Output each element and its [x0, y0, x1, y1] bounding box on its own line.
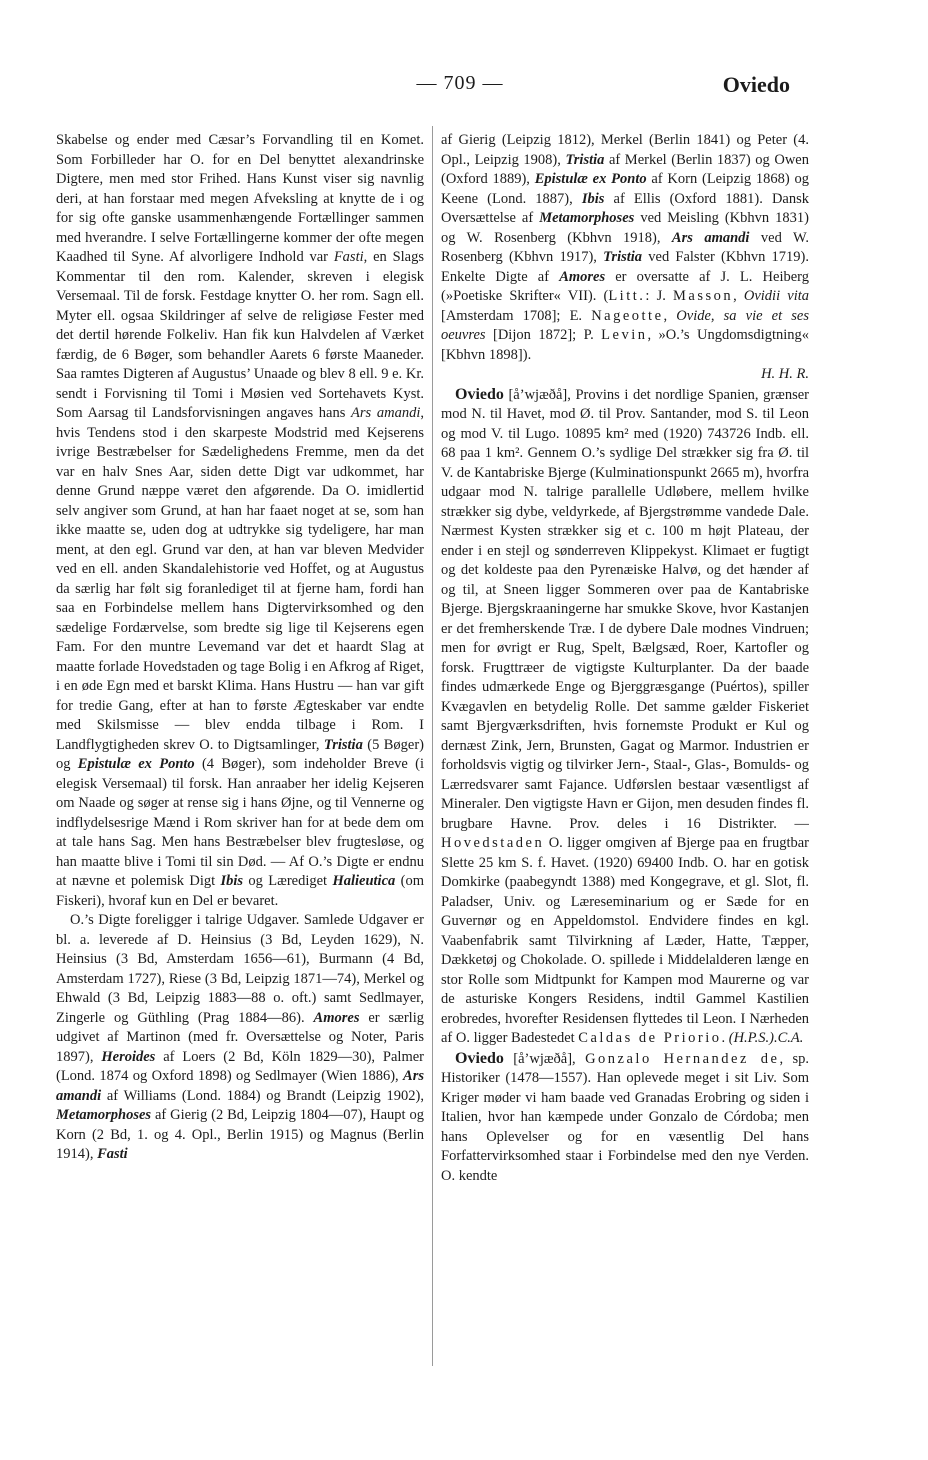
- text-run: Caldas de Priorio: [578, 1030, 722, 1046]
- text-run: Epistulæ ex Ponto: [77, 756, 195, 772]
- text-run: og Lærediget: [243, 873, 333, 889]
- text-run: af Gierig (Leipzig 1812), Merkel (Berlin 1841) og Peter (4. Opl., Leipzig 1908),: [441, 132, 809, 168]
- text-run: Skabelse og ender med Cæsar’s Forvandling til en Komet. Som Forbilleder har O. for en Del benyttet alexandrinske Digtere, men med stor Frihed. Hans Kunst viser sig navnlig deri, at han forstaar med megen Afveksling at knytte de i og for sig ofte ganske usammenhængende Fortællinger sammen med hverandre. I selve Fortællingerne kommer der ofte megen Kaadhed til Syne. Af alvorligere Indhold var: [56, 132, 424, 265]
- text-run: Tristia: [565, 151, 605, 168]
- text-run: (4 Bøger), som indeholder Breve (i elegisk Versemaal) til forsk. Han anraaber her idelig Kejseren om Naade og søger at rense sig i hans Øjne, og til Vennerne og indflydelsesrige Mænd i Rom skriver han for at bede dem om at tale hans Sag. Men hans Bestræbelser blev frugtesløse, og han maatte blive i Tomi til sin Død. — Af O.’s Digte er endnu at nævne et polemisk Digt: [56, 756, 424, 889]
- text-run: ,: [733, 288, 744, 304]
- text-run: Tristia: [323, 736, 363, 753]
- text-run: af Ellis (Oxford 1881). Dansk Oversættelse af: [441, 190, 809, 226]
- text-run: er oversatte af J. L. Heiberg (»Poetiske Skrifter« VII). (: [441, 268, 809, 304]
- text-run: Metamorphoses: [56, 1107, 152, 1123]
- text-run: Ibis: [220, 873, 244, 889]
- text-run: [å’wjæðå], Provins i det nordlige Spanien, grænser mod N. til Havet, mod Ø. til Prov. Santander, mod S. til Leon og mod V. til Lugo. 10895 km² med (1920) 743726 Indb. ell. 68 paa 1 km². Gennem O.’s sydlige Del strækker sig fra Ø. til V. de Kantabriske Bjerge (Kulminationspunkt 2665 m), hvorfra udgaar mod N. talrige parallelle Udløbere, mellem hvilke strækker sig dybe, veldyrkede, af Bjergstrømme vandede Dale. Nærmest Kysten strækker sig et c. 100 m højt Plateau, der ender i en stejl og sønderreven Klippekyst. Klimaet er fugtigt og det koldeste paa den Pyrenæiske Halvø, og det hænder af og til, at Sneen ligger Sommeren over paa de Kantabriske Bjerge. Bjergskraaningerne har smukke Skove, hvor Kastanjen er det fremherskende Træ. I de dybere Dale modnes Vindruen; men for øvrigt er Rug, Spelt, Bælgsæd, Roer, Kartofler og forsk. Frugttræer de vigtigste Kulturplanter. Da der baade findes udmærkede Enge og Bjerggræsgange (Puértos), spiller Kvægavlen en betydelig Rolle. Det samme gælder Fiskeriet samt Bjergværksdriften, hvis fornemste Produkt er Kul og dernæst Zink, Jern, Brunsten, Gagat og Marmor. Industrien er forholdsvis vigtig og tilvirker Jern-, Staal-, Glas-, Bomulds- og Lærredsvarer samt Fajance. Udførslen bestaar væsentligst af Mineraler. Den vigtigste Havn er Gijon, men desuden findes fl. brugbare Havne. Prov. deles i 16 Distrikter. —: [441, 386, 809, 832]
- ovid-works-paragraph: [56, 131, 424, 911]
- text-run: ved Meisling (Kbhvn 1831) og W. Rosenberg (Kbhvn 1918),: [441, 210, 809, 246]
- ovid-translations-paragraph: [441, 131, 809, 365]
- text-run: Levin: [601, 327, 648, 343]
- text-run: [å’wjæðå],: [503, 1050, 586, 1067]
- left-column: [56, 131, 424, 1361]
- text-run: ved Falster (Kbhvn 1719). Enkelte Digte af: [441, 249, 809, 285]
- oviedo-historian-entry: [441, 1049, 809, 1187]
- text-run: Hovedstaden: [441, 835, 545, 851]
- column-divider: [432, 126, 433, 1366]
- text-run: Ars amandi: [671, 229, 750, 246]
- text-run: Gonzalo Hernandez de: [585, 1050, 780, 1067]
- text-run: Ars amandi: [351, 405, 421, 421]
- text-run: Oviedo: [455, 1049, 504, 1067]
- text-run: O. ligger omgiven af Bjerge paa en frugtbar Slette 25 km S. f. Havet. (1920) 69400 Indb. O. har en gotisk Domkirke (paabegyndt 1388) med Kongegrave, et gl. Slot, fl. Paladser, Univ. og Læreseminarium og er Sæde for en Guvernør og en Appeldomstol. Endvidere findes en kgl. Vaabenfabrik samt Tilvirkning af Læder, Hatte, Tæpper, Dækketøj og Chokolade. O. spillede i Middelalderen længe en stor Rolle som Midtpunkt for Kampen mod Maurerne og var de asturiske Kongers Residens, indtil Gammel Kastilien erobredes, hvorefter Residensen flyttedes til Leon. I Nærheden af O. ligger Badestedet: [441, 835, 809, 1046]
- text-run: Epistulæ ex Ponto: [534, 171, 647, 187]
- text-run: Nageotte: [591, 307, 664, 324]
- text-run: ,: [663, 307, 677, 324]
- text-run: Ibis: [581, 190, 605, 207]
- text-run: , sp. Historiker (1478—1557). Han oplevede meget i sit Liv. Som Kriger møder vi ham baade ved Granadas Erobring og siden i Italien, hvor han kæmpede under Gonzalo de Córdoba; men hans Oplevelser og for en væsentlig Del hans Forfattervirksomhed staar i Forbindelse med den nye Verden. O. kendte: [441, 1050, 809, 1184]
- text-run: .: [721, 1030, 729, 1046]
- text-run: Masson: [672, 288, 734, 304]
- text-run: Ovide, sa vie et ses oeuvres: [441, 307, 809, 343]
- text-run: Heroides: [101, 1048, 156, 1065]
- right-column: [441, 131, 809, 1361]
- text-run: O.’s Digte foreligger i talrige Udgaver. Samlede Udgaver er bl. a. leverede af D. Heinsius (3 Bd, Leyden 1629), N. Heinsius (3 Bd, Amsterdam 1656—61), Burmann (4 Bd, Amsterdam 1727), Riese (3 Bd, Leipzig 1871—74), Merkel og Ehwald (3 Bd, Leipzig 1883—88 o. oft.) samt Sedlmayer, Zingerle og Güthling (Prag 1884—86).: [56, 912, 424, 1026]
- text-run: Tristia: [603, 249, 643, 265]
- text-run: Litt.: [608, 288, 646, 304]
- text-run: [Amsterdam 1708]; E.: [441, 307, 592, 324]
- text-run: , »O.’s Ungdomsdigtning« [Kbhvn 1898]).: [441, 327, 809, 363]
- text-run: (5 Bøger) og: [56, 736, 424, 772]
- text-run: (om Fiskeri), hvoraf kun en Del er bevaret.: [56, 873, 424, 909]
- text-run: af Korn (Leipzig 1868) og Keene (Lond. 1887),: [441, 171, 809, 207]
- text-run: af Merkel (Berlin 1837) og Owen (Oxford 1889),: [441, 151, 809, 187]
- text-run: : J.: [645, 288, 673, 304]
- text-run: Amores: [313, 1009, 360, 1026]
- text-run: [Dijon 1872]; P.: [485, 327, 602, 343]
- text-run: Ars amandi: [56, 1068, 424, 1104]
- running-head: Oviedo: [722, 72, 790, 97]
- page-header: [50, 72, 790, 106]
- text-run: af Williams (Lond. 1884) og Brandt (Leipzig 1902),: [101, 1087, 424, 1104]
- text-run: Fasti: [97, 1146, 128, 1162]
- text-run: Ovidii vita: [743, 288, 809, 304]
- text-run: , hvis Tendens stod i den skarpeste Modstrid med Kejserens ivrige Bestræbelser for Sædelighedens Fremme, men da det var en halv Snes Aar, siden dette Digt var udkommet, har denne Grund næppe været den afgørende. Da O. imidlertid selv angiver som Grund, at han har faaet noget at se, som han ikke maatte se, uden dog at udtrykke sig tydeligere, har man ment, at den egl. Grund var den, at han var bleven Medvider ved en ell. anden Skandalehistorie ved Hoffet, og at Augustus da særlig har følt sig foranlediget til at fjerne ham, fordi han saa en Forbindelse mellem hans Digtervirksomhed og den sædelige Fordærvelse, som bredte sig lige til Kejserens egen Fam. For den muntre Levemand var det et haardt Slag at maatte forlade Hovedstaden og tage Bolig i en Afkrog af Riget, i en øde Egn med et barskt Klima. Hans Hustru — han var gift for tredie Gang, efter at han to første Ægteskaber var endte med Skilsmisse — blev endda tilbage i Rom. I Landflygtigheden skrev O. to Digtsamlinger,: [56, 405, 424, 753]
- text-run: Metamorphoses: [539, 210, 635, 226]
- ovid-editions-paragraph: [56, 911, 424, 1165]
- text-run: er særlig udgivet af Martinon (med fr. Oversættelse og Noter, Paris 1897),: [56, 1009, 424, 1065]
- oviedo-province-entry: [441, 385, 809, 1049]
- text-run: Halieutica: [332, 873, 396, 889]
- text-run: af Gierig (2 Bd, Leipzig 1804—07), Haupt og Korn (2 Bd, 1. og 4. Opl., Berlin 1915) og Magnus (Berlin 1914),: [56, 1107, 424, 1162]
- page-number: — 709 —: [416, 72, 504, 94]
- text-run: af Loers (2 Bd, Köln 1829—30), Palmer (Lond. 1874 og Oxford 1898) og Sedlmayer (Wien 1886),: [56, 1048, 424, 1084]
- text-run: , en Slags Kommentar til den rom. Kalender, skreven i elegisk Versemaal. Til de forsk. Festdage knytter O. her rom. Sagn ell. Myter ell. ogsaa Skildringer af selve de religiøse Fester med det dertil hørende Folkeliv. Han fik kun Halvdelen af Værket færdig, de 6 Bøger, som behandler Aarets 6 første Maaneder. Saa ramtes Digteren af Augustus’ Unaade og blev 8 ell. 9 e. Kr. sendt i Forvisning til Tomi i Møsien ved Sortehavets Kyst. Som Aarsag til Landsforvisningen angaves hans: [56, 249, 424, 421]
- text-run: Fasti: [333, 249, 364, 265]
- text-run: Oviedo: [455, 385, 504, 403]
- author-signature: H. H. R.: [761, 366, 809, 382]
- text-run: (H.P.S.).C.A.: [728, 1030, 804, 1046]
- text-run: Amores: [559, 268, 606, 285]
- text-run: ved W. Rosenberg (Kbhvn 1917),: [441, 229, 809, 265]
